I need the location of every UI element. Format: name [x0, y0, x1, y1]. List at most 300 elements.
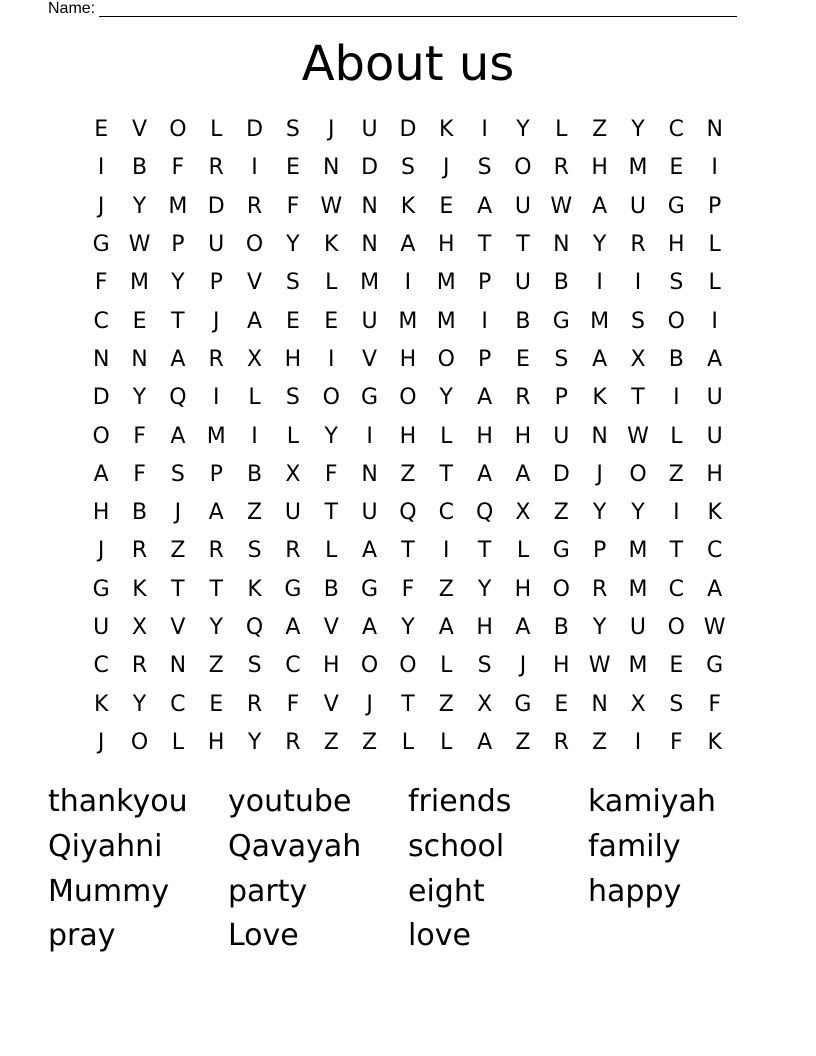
grid-cell[interactable]: U [361, 117, 378, 143]
grid-cell[interactable]: V [247, 270, 263, 296]
grid-cell[interactable]: L [440, 653, 453, 679]
grid-cell[interactable]: Y [592, 232, 607, 258]
grid-cell[interactable]: I [443, 538, 450, 564]
grid-cell[interactable]: U [514, 193, 531, 219]
grid-cell[interactable]: F [324, 461, 338, 487]
grid-cell[interactable]: A [438, 615, 454, 640]
grid-cell[interactable]: S [247, 538, 262, 564]
grid-cell[interactable]: Y [132, 691, 147, 717]
grid-cell[interactable]: T [401, 538, 415, 564]
grid-cell[interactable]: H [284, 346, 302, 372]
grid-cell[interactable]: F [708, 691, 721, 717]
grid-cell[interactable]: E [285, 308, 300, 334]
grid-cell[interactable]: I [212, 385, 220, 411]
grid-cell[interactable]: J [519, 653, 527, 679]
grid-cell[interactable]: H [399, 346, 417, 372]
grid-cell[interactable]: L [248, 385, 261, 411]
grid-cell[interactable]: A [592, 193, 608, 219]
word-list-item: thankyou [48, 784, 188, 819]
grid-cell[interactable]: S [477, 155, 492, 181]
grid-cell[interactable]: K [592, 385, 607, 411]
grid-cell[interactable]: F [286, 691, 300, 717]
grid-cell[interactable]: Z [592, 117, 608, 143]
grid-cell[interactable]: U [706, 385, 723, 411]
grid-cell[interactable]: B [553, 270, 569, 296]
grid-cell[interactable]: R [131, 538, 148, 564]
word-list [48, 780, 768, 959]
grid-cell[interactable]: S [669, 691, 684, 717]
grid-row [82, 188, 734, 226]
grid-cell[interactable]: L [325, 538, 338, 564]
grid-cell[interactable]: C [93, 308, 109, 334]
grid-cell[interactable]: I [711, 308, 718, 334]
grid-cell[interactable]: O [514, 155, 532, 181]
grid-cell[interactable]: U [514, 270, 531, 296]
grid-cell[interactable]: I [673, 500, 680, 526]
grid-cell[interactable]: V [323, 691, 339, 717]
grid-cell[interactable]: M [628, 538, 648, 564]
grid-cell[interactable]: G [92, 232, 110, 258]
grid-cell[interactable]: R [630, 232, 646, 258]
grid-cell[interactable]: Y [477, 576, 492, 602]
grid-cell[interactable]: U [553, 423, 570, 449]
grid-cell[interactable]: W [588, 653, 611, 679]
grid-cell[interactable]: C [93, 653, 109, 679]
grid-cell[interactable]: O [437, 346, 455, 372]
grid-cell[interactable]: O [667, 308, 685, 334]
grid-cell[interactable]: H [514, 576, 532, 602]
grid-cell[interactable]: Z [592, 729, 608, 755]
grid-cell[interactable]: X [515, 500, 531, 526]
grid-cell[interactable]: F [171, 155, 185, 181]
grid-cell[interactable]: I [634, 729, 642, 755]
grid-cell[interactable]: U [361, 500, 378, 526]
grid-cell[interactable]: N [706, 117, 723, 143]
grid-cell[interactable]: S [285, 270, 300, 296]
grid-cell[interactable]: S [477, 653, 492, 679]
grid-cell[interactable]: S [285, 117, 300, 143]
grid-cell[interactable]: E [439, 193, 454, 219]
grid-cell[interactable]: I [327, 346, 335, 372]
grid-cell[interactable]: U [284, 500, 301, 526]
grid-cell[interactable]: Y [171, 270, 185, 296]
grid-cell[interactable]: R [515, 385, 531, 411]
grid-cell[interactable]: K [439, 117, 454, 143]
grid-cell[interactable]: E [285, 155, 300, 181]
grid-cell[interactable]: Z [515, 729, 531, 755]
grid-cell[interactable]: M [590, 308, 610, 334]
grid-cell[interactable]: D [246, 117, 264, 143]
grid-cell[interactable]: H [476, 423, 493, 449]
grid-cell[interactable]: H [92, 500, 110, 526]
grid-cell[interactable]: J [97, 193, 105, 219]
grid-cell[interactable]: G [706, 653, 724, 679]
grid-cell[interactable]: Y [592, 615, 607, 640]
grid-cell[interactable]: A [400, 232, 416, 258]
grid-cell[interactable]: Q [399, 500, 417, 526]
grid-cell[interactable]: G [514, 691, 532, 717]
grid-cell[interactable]: E [132, 308, 147, 334]
grid-cell[interactable]: N [361, 193, 378, 219]
grid-cell[interactable]: R [208, 538, 224, 564]
grid-cell[interactable]: B [553, 615, 569, 640]
grid-cell[interactable]: N [92, 346, 110, 372]
grid-cell[interactable]: A [515, 615, 531, 640]
grid-cell[interactable]: W [320, 193, 343, 219]
grid-cell[interactable]: X [247, 346, 263, 372]
grid-cell[interactable]: Z [438, 691, 454, 717]
grid-cell[interactable]: S [170, 461, 185, 487]
grid-cell[interactable]: B [247, 461, 263, 487]
grid-cell[interactable]: I [673, 385, 680, 411]
grid-cell[interactable]: P [171, 232, 185, 258]
grid-cell[interactable]: D [92, 385, 110, 411]
grid-cell[interactable]: E [94, 117, 109, 143]
word-list-item: youtube [228, 784, 352, 819]
grid-cell[interactable]: Z [362, 729, 378, 755]
grid-cell[interactable]: I [97, 155, 105, 181]
word-list-item: happy [588, 873, 682, 909]
grid-cell[interactable]: A [515, 461, 531, 487]
grid-cell[interactable]: L [555, 117, 568, 143]
grid-cell[interactable]: I [366, 423, 373, 449]
grid-cell[interactable]: P [593, 538, 607, 564]
grid-cell[interactable]: Y [592, 500, 607, 526]
grid-cell[interactable]: R [553, 155, 569, 181]
grid-cell[interactable]: M [436, 308, 456, 334]
grid-cell[interactable]: Y [132, 385, 147, 411]
grid-cell[interactable]: Z [438, 576, 454, 602]
grid-cell[interactable]: O [629, 461, 647, 487]
grid-cell[interactable]: K [400, 193, 416, 219]
grid-cell[interactable]: K [324, 232, 339, 258]
grid-cell[interactable]: A [170, 423, 186, 449]
grid-cell[interactable]: Z [323, 729, 339, 755]
grid-cell[interactable]: M [436, 270, 456, 296]
grid-cell[interactable]: R [246, 193, 263, 219]
grid-cell[interactable]: N [591, 423, 608, 449]
grid-cell[interactable]: T [631, 385, 645, 411]
grid-cell[interactable]: F [94, 270, 108, 296]
grid-cell[interactable]: S [631, 308, 645, 334]
grid-cell[interactable]: A [208, 500, 224, 526]
grid-cell[interactable]: W [128, 232, 151, 258]
grid-cell[interactable]: Y [247, 729, 262, 755]
grid-cell[interactable]: F [401, 576, 415, 602]
grid-cell[interactable]: N [361, 461, 378, 487]
grid-cell[interactable]: W [627, 423, 649, 449]
grid-cell[interactable]: W [550, 193, 573, 219]
grid-cell[interactable]: U [706, 423, 723, 449]
grid-cell[interactable]: B [131, 500, 148, 526]
grid-cell[interactable]: E [209, 691, 224, 717]
grid-cell[interactable]: Z [247, 500, 263, 526]
grid-cell[interactable]: A [592, 346, 608, 372]
grid-cell[interactable]: T [516, 232, 530, 258]
grid-cell[interactable]: V [362, 346, 378, 372]
grid-cell[interactable]: O [399, 653, 417, 679]
grid-cell[interactable]: J [366, 691, 373, 717]
grid-row [82, 685, 734, 723]
grid-cell[interactable]: M [130, 270, 149, 296]
grid-cell[interactable]: R [208, 155, 224, 181]
grid-cell[interactable]: G [92, 576, 110, 602]
grid-cell[interactable]: Y [439, 385, 453, 411]
grid-cell[interactable]: E [554, 691, 569, 717]
grid-cell[interactable]: X [630, 691, 646, 717]
grid-cell[interactable]: O [245, 232, 264, 258]
grid-cell[interactable]: H [591, 155, 608, 181]
grid-cell[interactable]: F [670, 729, 683, 755]
grid-cell[interactable]: E [324, 308, 339, 334]
grid-cell[interactable]: B [515, 308, 531, 334]
grid-cell[interactable]: O [552, 576, 570, 602]
grid-cell[interactable]: R [246, 691, 263, 717]
grid-cell[interactable]: M [360, 270, 380, 296]
grid-cell[interactable]: T [669, 538, 684, 564]
grid-cell[interactable]: N [323, 155, 340, 181]
grid-cell[interactable]: P [209, 461, 223, 487]
grid-cell[interactable]: R [208, 346, 224, 372]
grid-cell[interactable]: I [634, 270, 642, 296]
grid-cell[interactable]: A [477, 729, 493, 755]
grid-cell[interactable]: H [514, 423, 532, 449]
grid-cell[interactable]: L [286, 423, 300, 449]
grid-cell[interactable]: O [360, 653, 379, 679]
grid-cell[interactable]: U [629, 615, 647, 640]
grid-cell[interactable]: J [97, 729, 105, 755]
grid-cell[interactable]: Q [245, 615, 264, 640]
grid-row [82, 111, 734, 149]
grid-cell[interactable]: J [174, 500, 182, 526]
grid-cell[interactable]: B [323, 576, 339, 602]
grid-cell[interactable]: F [133, 461, 146, 487]
grid-cell[interactable]: S [554, 346, 569, 372]
grid-cell[interactable]: A [93, 461, 109, 487]
grid-cell[interactable]: Z [668, 461, 684, 487]
grid-cell[interactable]: A [362, 538, 378, 564]
grid-row [82, 532, 734, 570]
grid-cell[interactable]: P [708, 193, 722, 219]
grid-cell[interactable]: E [669, 155, 684, 181]
grid-cell[interactable]: V [323, 615, 339, 640]
grid-cell[interactable]: A [477, 385, 493, 411]
grid-cell[interactable]: L [401, 729, 415, 755]
grid-cell[interactable]: H [553, 653, 570, 679]
grid-cell[interactable]: A [477, 461, 493, 487]
grid-cell[interactable]: L [440, 423, 453, 449]
grid-cell[interactable]: C [285, 653, 301, 679]
grid-cell[interactable]: X [477, 691, 493, 717]
grid-cell[interactable]: X [131, 615, 148, 640]
grid-cell[interactable]: N [131, 346, 148, 372]
grid-cell[interactable]: Y [631, 117, 645, 143]
grid-cell[interactable]: D [207, 193, 225, 219]
grid-cell[interactable]: T [401, 691, 415, 717]
grid-cell[interactable]: U [629, 193, 647, 219]
grid-cell[interactable]: G [284, 576, 302, 602]
grid-cell[interactable]: Y [401, 615, 415, 640]
grid-cell[interactable]: J [212, 308, 220, 334]
grid-cell[interactable]: D [552, 461, 570, 487]
grid-cell[interactable]: O [667, 615, 685, 640]
grid-cell[interactable]: I [711, 155, 718, 181]
grid-cell[interactable]: Y [631, 500, 645, 526]
grid-cell[interactable]: Q [169, 385, 187, 411]
grid-cell[interactable]: R [553, 729, 569, 755]
grid-cell[interactable]: W [703, 615, 726, 640]
grid-cell[interactable]: E [516, 346, 530, 372]
grid-cell[interactable]: P [477, 346, 492, 372]
grid-cell[interactable]: Y [132, 193, 147, 219]
grid-cell[interactable]: R [131, 653, 148, 679]
grid-cell[interactable]: E [669, 653, 684, 679]
grid-cell[interactable]: P [554, 385, 568, 411]
grid-cell[interactable]: X [630, 346, 646, 372]
grid-cell[interactable]: U [93, 615, 110, 640]
grid-cell[interactable]: T [439, 461, 453, 487]
grid-cell[interactable]: M [628, 653, 648, 679]
grid-cell[interactable]: L [171, 729, 184, 755]
grid-cell[interactable]: H [322, 653, 340, 679]
grid-cell[interactable]: G [361, 576, 379, 602]
grid-cell[interactable]: H [706, 461, 723, 487]
grid-cell[interactable]: L [708, 232, 721, 258]
grid-cell[interactable]: K [247, 576, 262, 602]
grid-row [82, 226, 734, 264]
grid-cell[interactable]: C [438, 500, 454, 526]
grid-cell[interactable]: D [399, 117, 417, 143]
grid-cell[interactable]: T [171, 576, 185, 602]
grid-cell[interactable]: R [285, 538, 301, 564]
grid-cell[interactable]: Z [170, 538, 186, 564]
grid-cell[interactable]: J [97, 538, 105, 564]
grid-cell[interactable]: N [361, 232, 378, 258]
grid-cell[interactable]: B [131, 155, 148, 181]
grid-cell[interactable]: K [93, 691, 109, 717]
grid-cell[interactable]: L [670, 423, 683, 449]
grid-cell[interactable]: M [206, 423, 226, 449]
grid-cell[interactable]: M [628, 576, 648, 602]
grid-cell[interactable]: L [708, 270, 721, 296]
grid-cell[interactable]: M [168, 193, 188, 219]
name-blank-field[interactable] [99, 15, 737, 17]
grid-cell[interactable]: G [361, 385, 379, 411]
grid-cell[interactable]: B [668, 346, 684, 372]
grid-cell[interactable]: L [516, 538, 530, 564]
grid-cell[interactable]: T [477, 538, 492, 564]
grid-cell[interactable]: A [247, 308, 263, 334]
grid-cell[interactable]: O [92, 423, 110, 449]
grid-cell[interactable]: Y [286, 232, 300, 258]
grid-cell[interactable]: I [596, 270, 603, 296]
grid-cell[interactable]: G [552, 308, 570, 334]
grid-cell[interactable]: A [170, 346, 186, 372]
grid-cell[interactable]: X [285, 461, 301, 487]
grid-cell[interactable]: J [443, 155, 450, 181]
grid-cell[interactable]: T [324, 500, 338, 526]
grid-cell[interactable]: A [362, 615, 378, 640]
grid-cell[interactable]: Y [209, 615, 223, 640]
grid-cell[interactable]: H [668, 232, 685, 258]
grid-cell[interactable]: T [171, 308, 185, 334]
grid-cell[interactable]: P [477, 270, 492, 296]
grid-cell[interactable]: O [169, 117, 187, 143]
grid-cell[interactable]: O [399, 385, 417, 411]
grid-cell[interactable]: J [327, 117, 335, 143]
grid-cell[interactable]: T [209, 576, 223, 602]
grid-cell[interactable]: H [399, 423, 417, 449]
grid-cell[interactable]: M [398, 308, 418, 334]
grid-cell[interactable]: G [667, 193, 685, 219]
grid-cell[interactable]: K [707, 500, 722, 526]
grid-cell[interactable]: Y [516, 117, 530, 143]
grid-cell[interactable]: F [286, 193, 300, 219]
grid-cell[interactable]: U [208, 232, 225, 258]
grid-cell[interactable]: S [669, 270, 684, 296]
grid-cell[interactable]: D [361, 155, 379, 181]
grid-cell[interactable]: A [707, 346, 723, 372]
grid-cell[interactable]: M [628, 155, 648, 181]
grid-cell[interactable]: H [437, 232, 455, 258]
grid-cell[interactable]: K [132, 576, 147, 602]
grid-cell[interactable]: N [169, 653, 187, 679]
grid-cell[interactable]: O [322, 385, 340, 411]
grid-cell[interactable]: I [404, 270, 412, 296]
grid-cell[interactable]: L [210, 117, 223, 143]
grid-cell[interactable]: G [552, 538, 570, 564]
grid-cell[interactable]: N [553, 232, 570, 258]
grid-cell[interactable]: C [706, 538, 723, 564]
grid-cell[interactable]: Z [400, 461, 416, 487]
grid-cell[interactable]: Y [324, 423, 338, 449]
grid-cell[interactable]: R [591, 576, 608, 602]
grid-cell[interactable]: A [477, 193, 493, 219]
grid-cell[interactable]: A [707, 576, 723, 602]
grid-cell[interactable]: Z [208, 653, 224, 679]
grid-cell[interactable]: S [400, 155, 415, 181]
grid-cell[interactable]: H [207, 729, 225, 755]
grid-cell[interactable]: K [707, 729, 722, 755]
grid-cell[interactable]: J [596, 461, 603, 487]
grid-cell[interactable]: L [325, 270, 338, 296]
grid-cell[interactable]: V [131, 117, 148, 143]
grid-cell[interactable]: C [170, 691, 186, 717]
grid-cell[interactable]: T [477, 232, 492, 258]
grid-cell[interactable]: V [170, 615, 186, 640]
grid-cell[interactable]: Q [475, 500, 494, 526]
grid-cell[interactable]: R [285, 729, 301, 755]
grid-cell[interactable]: L [440, 729, 453, 755]
grid-cell[interactable]: C [668, 117, 685, 143]
grid-cell[interactable]: C [668, 576, 685, 602]
grid-cell[interactable]: A [285, 615, 301, 640]
grid-cell[interactable]: S [285, 385, 300, 411]
grid-cell[interactable]: I [481, 308, 488, 334]
grid-cell[interactable]: H [476, 615, 493, 640]
grid-cell[interactable]: P [209, 270, 223, 296]
grid-cell[interactable]: I [251, 423, 258, 449]
grid-cell[interactable]: I [481, 117, 488, 143]
grid-cell[interactable]: S [247, 653, 262, 679]
grid-cell[interactable]: Z [553, 500, 569, 526]
grid-cell[interactable]: N [591, 691, 608, 717]
grid-cell[interactable]: O [130, 729, 149, 755]
grid-row [82, 302, 734, 340]
grid-cell[interactable]: F [133, 423, 146, 449]
grid-cell[interactable]: U [361, 308, 378, 334]
grid-cell[interactable]: I [251, 155, 258, 181]
